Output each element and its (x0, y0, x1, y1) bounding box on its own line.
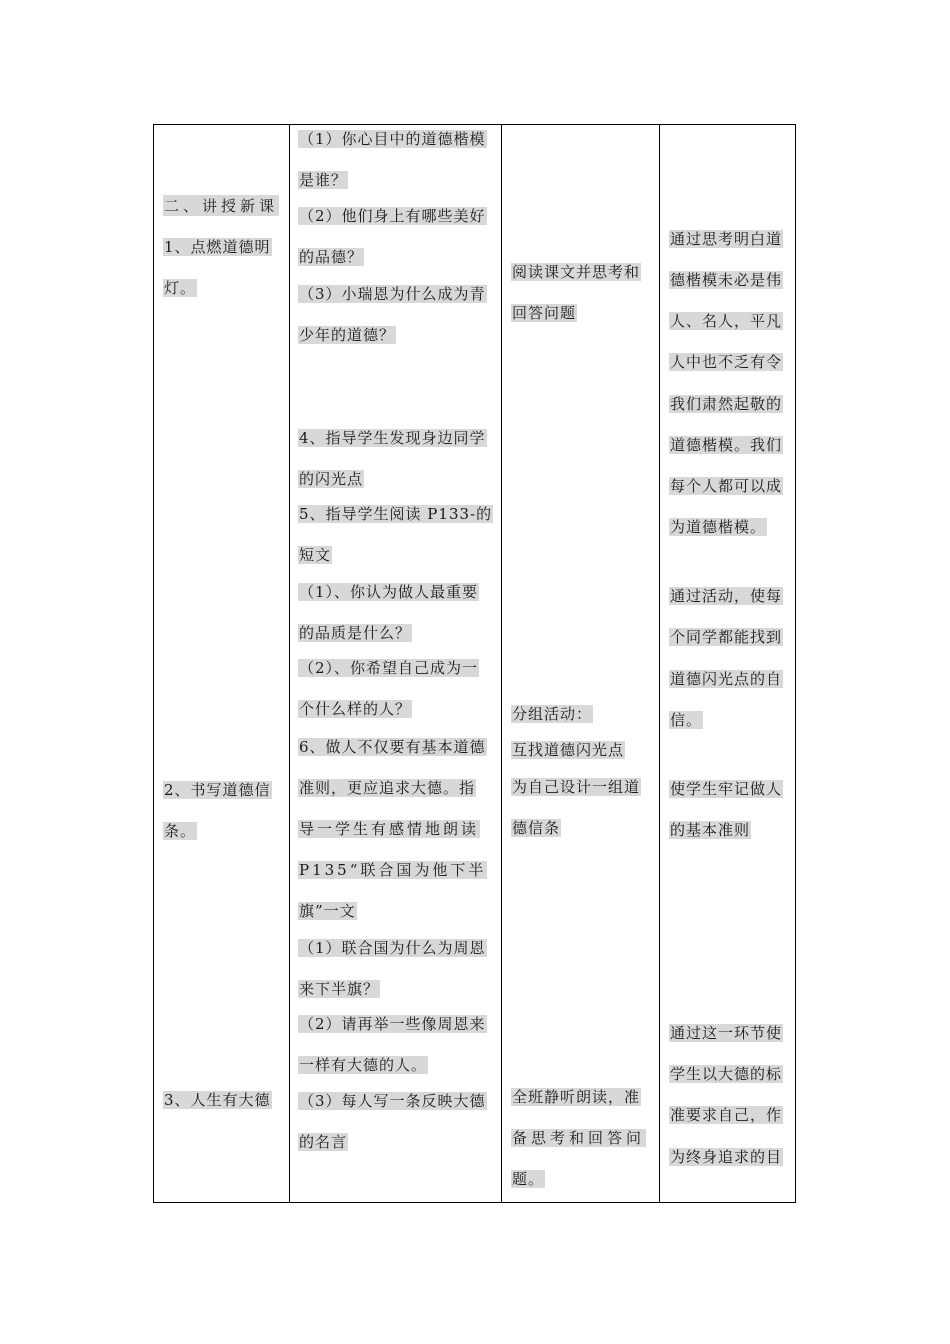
column-divider-3 (659, 125, 660, 1202)
step-5-question-1-line2: 的品质是什么？ (299, 624, 412, 642)
column-divider-1 (289, 125, 290, 1202)
question-1-line1: （1）你心目中的道德楷模 (299, 130, 486, 148)
intent-4-line2: 学生以大德的标 (670, 1065, 783, 1083)
step-6-line3: 导一学生有感情地朗读 (299, 820, 480, 838)
student-activity-2-line2: 互找道德闪光点 (512, 741, 625, 759)
intent-2-line2: 个同学都能找到 (670, 628, 783, 646)
intent-2-line4: 信。 (670, 711, 703, 729)
intent-1-line6: 道德楷模。我们 (670, 436, 783, 454)
intent-4-line4: 为终身追求的目 (670, 1148, 783, 1166)
step-6-question-1-line1: （1）联合国为什么为周恩 (299, 939, 486, 957)
step-6-question-2-line1: （2）请再举一些像周恩来 (299, 1015, 486, 1033)
step-6-question-1-line2: 来下半旗？ (299, 980, 380, 998)
question-3-line2: 少年的道德？ (299, 326, 396, 344)
intent-1-line8: 为道德楷模。 (670, 518, 767, 536)
student-activity-2-line4: 德信条 (512, 819, 561, 837)
intent-3-line1: 使学生牢记做人 (670, 780, 783, 798)
step-5-question-2-line2: 个什么样的人？ (299, 700, 412, 718)
stage-item-3: 3、人生有大德 (164, 1091, 271, 1109)
student-activity-3-line2: 备思考和回答问 (512, 1129, 646, 1147)
step-6-question-3-line1: （3）每人写一条反映大德 (299, 1092, 486, 1110)
step-6-line1: 6、做人不仅要有基本道德 (299, 738, 486, 756)
stage-item-1-line2: 灯。 (164, 279, 197, 297)
step-6-question-2-line2: 一样有大德的人。 (299, 1056, 428, 1074)
step-6-line5: 旗”一文 (299, 902, 356, 920)
step-6-line4: P135“联合国为他下半 (299, 861, 487, 879)
step-4-line1: 4、指导学生发现身边同学 (299, 429, 486, 447)
step-4-line2: 的闪光点 (299, 470, 364, 488)
intent-1-line2: 德楷模未必是伟 (670, 271, 783, 289)
intent-2-line1: 通过活动，使每 (670, 587, 783, 605)
student-activity-2-line3: 为自己设计一组道 (512, 778, 641, 796)
student-activity-2-line1: 分组活动： (512, 705, 593, 723)
intent-1-line3: 人、名人，平凡 (670, 312, 783, 330)
student-activity-3-line1: 全班静听朗读，准 (512, 1088, 641, 1106)
student-activity-1-line1: 阅读课文并思考和 (512, 263, 641, 281)
step-5-line1: 5、指导学生阅读 P133-的 (299, 505, 493, 523)
stage-section-heading: 二、讲授新课 (164, 197, 279, 215)
step-5-question-1-line1: （1）、你认为做人最重要 (299, 583, 479, 601)
intent-1-line1: 通过思考明白道 (670, 230, 783, 248)
intent-3-line2: 的基本准则 (670, 821, 751, 839)
stage-item-2-line1: 2、书写道德信 (164, 781, 271, 799)
student-activity-1-line2: 回答问题 (512, 304, 577, 322)
step-5-question-2-line1: （2）、你希望自己成为一 (299, 659, 479, 677)
step-6-question-3-line2: 的名言 (299, 1133, 348, 1151)
stage-item-1-line1: 1、点燃道德明 (164, 238, 271, 256)
intent-4-line1: 通过这一环节使 (670, 1024, 783, 1042)
intent-1-line5: 我们肃然起敬的 (670, 395, 783, 413)
question-2-line2: 的品德？ (299, 248, 364, 266)
question-2-line1: （2）他们身上有哪些美好 (299, 207, 486, 225)
intent-1-line4: 人中也不乏有令 (670, 353, 783, 371)
intent-4-line3: 准要求自己，作 (670, 1106, 783, 1124)
step-6-line2: 准则，更应追求大德。指 (299, 779, 476, 797)
question-3-line1: （3）小瑞恩为什么成为青 (299, 285, 486, 303)
intent-1-line7: 每个人都可以成 (670, 477, 783, 495)
question-1-line2: 是谁？ (299, 171, 348, 189)
stage-item-2-line2: 条。 (164, 822, 197, 840)
column-divider-2 (501, 125, 502, 1202)
student-activity-3-line3: 题。 (512, 1170, 545, 1188)
intent-2-line3: 道德闪光点的自 (670, 670, 783, 688)
step-5-line2: 短文 (299, 546, 332, 564)
